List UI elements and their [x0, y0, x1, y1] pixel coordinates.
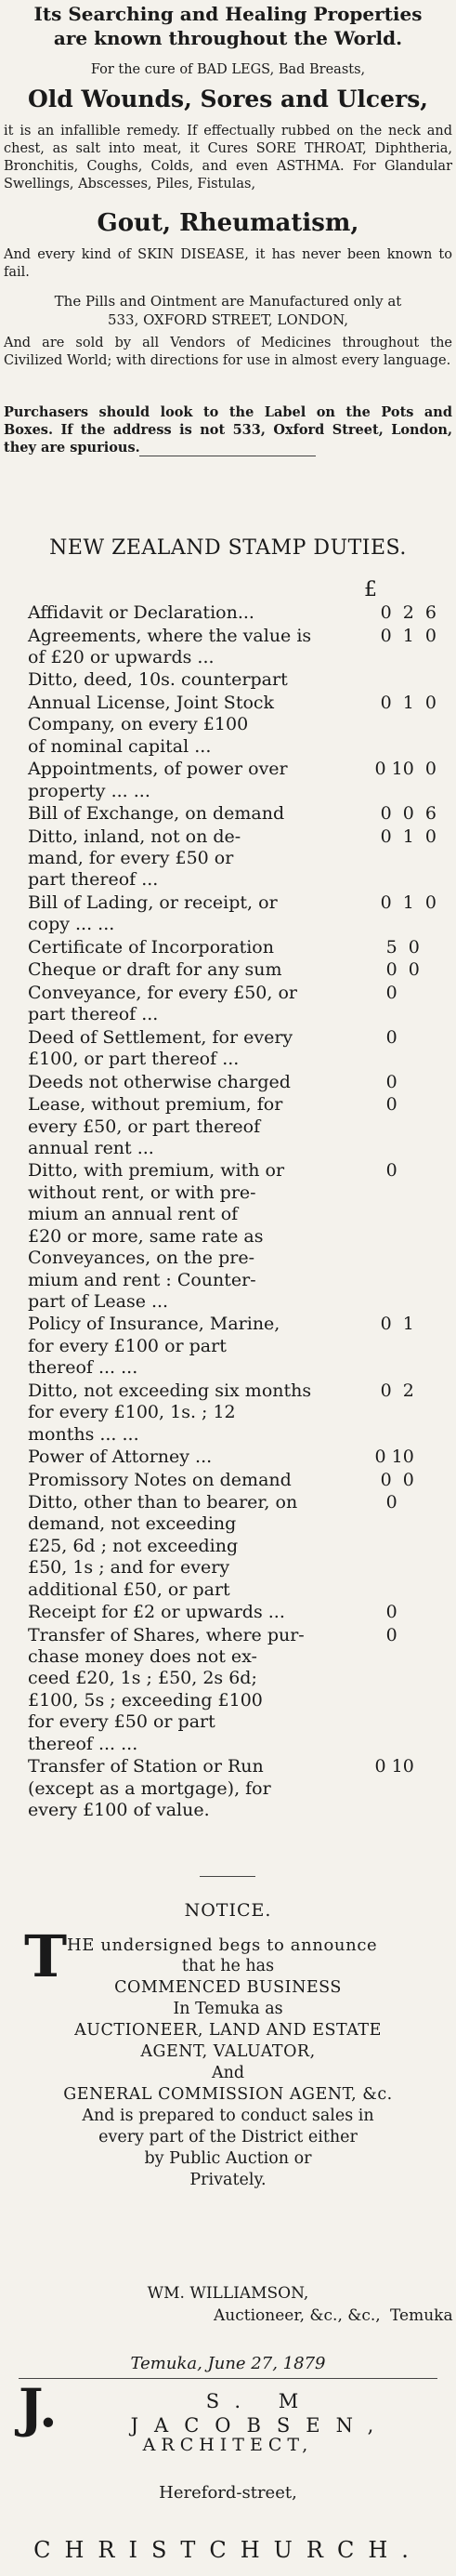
- duty-entry: [28, 1602, 436, 1623]
- duty-entry: [28, 1094, 436, 1159]
- duty-entry: [28, 1314, 436, 1379]
- advert-pills-line-2: 533, OXFORD STREET, LONDON,: [107, 311, 349, 328]
- duty-entry: [28, 983, 436, 1026]
- duty-description: Appointments, of power over property ... ...: [28, 759, 288, 801]
- notice-title: NOTICE.: [184, 1900, 272, 1921]
- notice-drop-cap: T: [24, 1922, 68, 1990]
- duty-value: 0 1 0: [380, 625, 436, 646]
- stamp-duties-list: [28, 602, 436, 1823]
- advert-headline-line-1: Its Searching and Healing Properties: [33, 3, 423, 25]
- duty-entry: [28, 1447, 436, 1468]
- duty-description: Ditto, not exceeding six months for every £100, 1s. ; 12 months ... ...: [28, 1380, 312, 1445]
- advert-pills: [4, 292, 452, 329]
- architect-drop-cap: J.: [19, 2378, 58, 2439]
- duty-description: Bill of Exchange, on demand: [28, 803, 285, 825]
- duty-entry: [28, 1756, 436, 1821]
- notice-line-7: And: [211, 2064, 245, 2082]
- duty-value: 0: [385, 1071, 436, 1092]
- notice-line-4: In Temuka as: [173, 2000, 283, 2018]
- duty-description: Power of Attorney ...: [28, 1447, 213, 1468]
- duty-entry: [28, 1492, 436, 1601]
- duty-value: 0: [385, 1624, 436, 1645]
- advert-wounds-heading: Old Wounds, Sores and Ulcers,: [27, 86, 428, 112]
- advert-body-2: And every kind of SKIN DISEASE, it has never been known to fail.: [4, 247, 452, 280]
- duty-value: 0 1 0: [380, 892, 436, 913]
- duty-value: 0 10: [374, 1756, 436, 1777]
- duty-description: Ditto, deed, 10s. counterpart: [28, 669, 288, 691]
- duty-entry: [28, 1380, 436, 1446]
- duty-value: 0: [385, 1492, 436, 1513]
- notice-date: Temuka, June 27, 1879: [130, 2354, 326, 2373]
- notice-line-6: AGENT, VALUATOR,: [140, 2042, 316, 2061]
- architect-name: S. M JACOBSEN,: [130, 2390, 390, 2437]
- notice-line-12: Privately.: [189, 2171, 267, 2189]
- stamp-duties-title: NEW ZEALAND STAMP DUTIES.: [49, 536, 407, 560]
- notice-intro-line-1: HE undersigned begs to announce: [67, 1935, 378, 1955]
- notice-line-10: every part of the District either: [98, 2128, 358, 2147]
- duty-description: Agreements, where the value is of £20 or upwards ...: [28, 625, 312, 667]
- signature-role: Auctioneer, &c., &c.,: [214, 2306, 381, 2325]
- currency-header: £: [364, 578, 377, 601]
- duty-description: Cheque or draft for any sum: [28, 959, 282, 981]
- advert-headline: [4, 2, 452, 50]
- duty-entry: [28, 1625, 436, 1755]
- duty-value: 0: [385, 982, 436, 1003]
- duty-description: Deed of Settlement, for every £100, or part thereof ...: [28, 1026, 293, 1070]
- signature-place: Temuka: [390, 2306, 453, 2325]
- duty-entry: [28, 937, 436, 958]
- architect-title: ARCHITECT,: [142, 2435, 314, 2455]
- advert-body-1: it is an infallible remedy. If effectually rubbed on the neck and chest, as salt into meat, it Cures SORE THROAT, Diphtheria, Bronchitis, Coughs, Colds, and even ASTHMA. For Glandular Swellings, Abscesses, Piles, Fistulas,: [4, 124, 452, 192]
- duty-entry: [28, 602, 436, 624]
- duty-entry: [28, 1470, 436, 1491]
- notice-body: [19, 1956, 437, 2191]
- duty-description: Ditto, other than to bearer, on demand, not exceeding £25, 6d ; not exceeding £50, 1s ; and for every additional £50, or part: [28, 1492, 298, 1600]
- duty-description: Annual License, Joint Stock Company, on every £100 of nominal capital ...: [28, 692, 275, 757]
- duty-value: 0 2: [380, 1380, 436, 1401]
- duty-description: Lease, without premium, for every £50, or part thereof annual rent ...: [28, 1094, 283, 1158]
- duty-description: Affidavit or Declaration...: [28, 602, 254, 623]
- notice-signature: [0, 2282, 456, 2327]
- duty-description: Ditto, inland, not on de- mand, for every £50 or part thereof ...: [28, 826, 241, 891]
- duty-description: Policy of Insurance, Marine, for every £100 or part thereof ... ...: [28, 1314, 280, 1379]
- duty-description: Deeds not otherwise charged: [28, 1071, 291, 1092]
- duty-value: 0 10: [374, 1447, 436, 1468]
- duty-description: Receipt for £2 or upwards ...: [28, 1602, 285, 1623]
- duty-entry: [28, 892, 436, 936]
- duty-description: Transfer of Station or Run (except as a mortgage), for every £100 of value.: [28, 1756, 271, 1820]
- signature-name: WM. WILLIAMSON,: [147, 2284, 309, 2303]
- duty-value: 0: [385, 1602, 436, 1623]
- duty-value: 0: [385, 1026, 436, 1048]
- architect-street: Hereford-street,: [159, 2483, 297, 2503]
- duty-entry: [28, 759, 436, 802]
- advert-sold-text: And are sold by all Vendors of Medicines throughout the Civilized World; with directions for use in almost every language.: [4, 336, 452, 368]
- duty-entry: [28, 1072, 436, 1093]
- duty-entry: [28, 693, 436, 758]
- duty-value: 0 0: [385, 959, 436, 981]
- notice-intro: [67, 1935, 438, 1956]
- duty-value: 0: [385, 1160, 436, 1182]
- duty-value: 0 1: [380, 1314, 436, 1335]
- duty-value: 0 2 6: [380, 602, 436, 623]
- duty-entry: [28, 826, 436, 892]
- duty-description: Certificate of Incorporation: [28, 936, 274, 958]
- advert-pills-line-1: The Pills and Ointment are Manufactured only at: [54, 293, 402, 310]
- advert-gout-heading: Gout, Rheumatism,: [97, 209, 359, 237]
- duty-description: Conveyance, for every £50, or part thereof ...: [28, 982, 297, 1025]
- notice-line-5: AUCTIONEER, LAND AND ESTATE: [74, 2021, 382, 2040]
- duty-entry: [28, 959, 436, 981]
- notice-intro-line-2: that he has: [181, 1957, 275, 1975]
- duty-entry: [28, 1160, 436, 1313]
- notice-line-8: GENERAL COMMISSION AGENT, &c.: [63, 2085, 393, 2104]
- duty-value: 0 10 0: [374, 759, 436, 780]
- duty-description: Ditto, with premium, with or without rent, or with pre- mium an annual rent of £20 or more, same rate as Conveyances, on the pre- mium and rent : Counter- part of Lease ...: [28, 1160, 285, 1312]
- duty-entry: [28, 1027, 436, 1071]
- duty-description: Bill of Lading, or receipt, or copy ... ...: [28, 892, 278, 935]
- notice-line-11: by Public Auction or: [144, 2149, 312, 2168]
- duty-description: Transfer of Shares, where pur- chase money does not ex- ceed £20, 1s ; £50, 2s 6d; £100, 5s ; exceeding £100 for every £50 or part thereof ... ...: [28, 1624, 305, 1754]
- duty-value: 0 0 6: [380, 803, 436, 825]
- duty-entry: [28, 626, 436, 669]
- duty-entry: [28, 803, 436, 825]
- duty-value: 0 1 0: [380, 826, 436, 847]
- duty-value: 5 0: [385, 936, 436, 958]
- notice-line-3: COMMENCED BUSINESS: [114, 1978, 342, 1997]
- duty-entry: [28, 669, 436, 691]
- notice-line-9: And is prepared to conduct sales in: [82, 2107, 374, 2125]
- architect-city: CHRISTCHURCH.: [33, 2537, 423, 2563]
- advert-cure-line: For the cure of BAD LEGS, Bad Breasts,: [90, 62, 366, 77]
- section-divider: [19, 2378, 437, 2379]
- duty-value: 0: [385, 1094, 436, 1116]
- section-divider: [200, 1876, 255, 1877]
- advert-warning: Purchasers should look to the Label on the Pots and Boxes. If the address is not 533, Oxford Street, London, they are spurious.: [4, 404, 452, 456]
- duty-value: 0 1 0: [380, 692, 436, 713]
- advert-headline-line-2: are known throughout the World.: [53, 27, 403, 49]
- duty-value: 0 0: [380, 1469, 436, 1490]
- duty-description: Promissory Notes on demand: [28, 1469, 292, 1490]
